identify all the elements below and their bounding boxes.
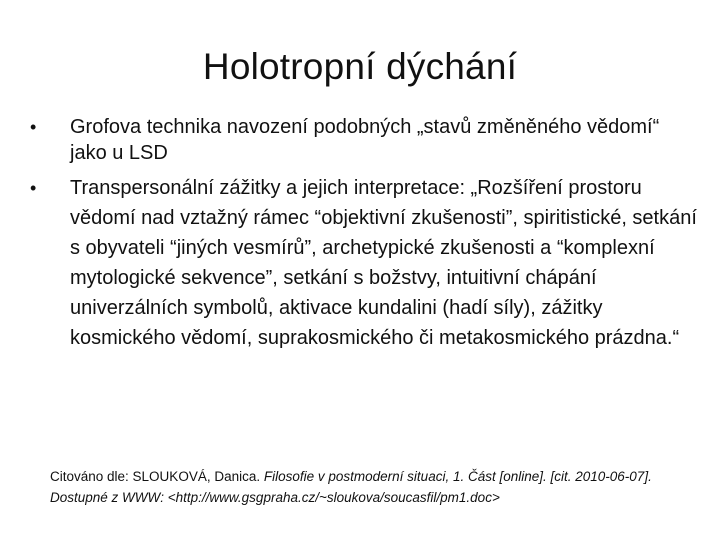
bullet-item xyxy=(28,114,700,166)
bullet-text: Grofova technika navození podobných „stavů změněného vědomí“ jako u LSD xyxy=(70,116,660,164)
bullet-item xyxy=(28,173,700,353)
citation-work: Filosofie v postmoderní situaci, 1. Část [online]. [cit. 2010-06-07]. Dostupné z WWW: <http://www.gsgpraha.cz/~sloukova/soucasfil/pm1.doc> xyxy=(50,469,652,505)
bullet-icon: • xyxy=(30,178,37,198)
citation-lead: Citováno dle: SLOUKOVÁ, Danica. xyxy=(50,469,261,484)
bullet-icon: • xyxy=(30,117,37,137)
citation xyxy=(50,466,690,508)
bullet-list xyxy=(28,114,700,360)
bullet-text: Transpersonální zážitky a jejich interpretace: „Rozšíření prostoru vědomí nad vztažný rámec “objektivní zkušenosti”, spiritistické, setkání s obyvateli “jiných vesmírů”, archetypické zkušenosti a “komplexní mytologické sekvence”, setkání s božstvy, intuitivní chápání univerzálních symbolů, aktivace kundalini (hadí síly), zážitky kosmického vědomí, suprakosmického či metakosmického prázdna.“ xyxy=(70,177,697,349)
slide-title: Holotropní dýchání xyxy=(202,46,518,87)
